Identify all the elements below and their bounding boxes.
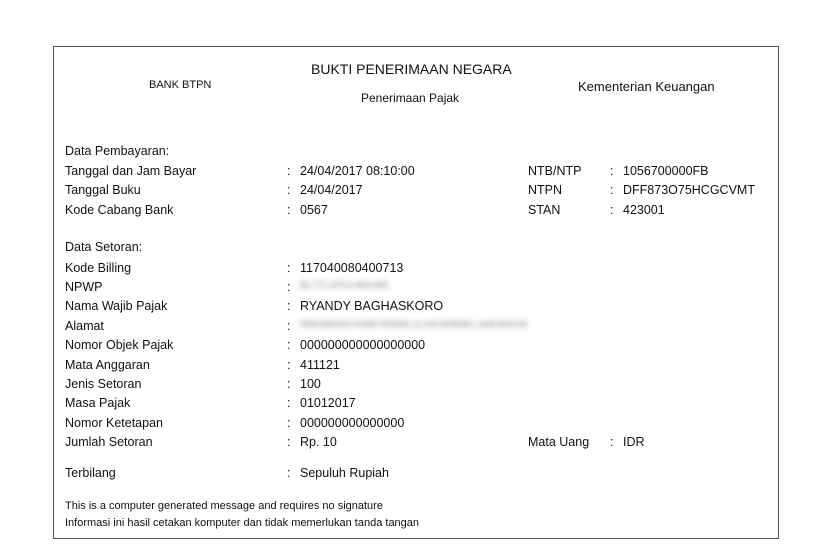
receipt-title: BUKTI PENERIMAAN NEGARA [311, 61, 512, 77]
tax-period-value: 01012017 [300, 396, 356, 410]
billing-code-value: 117040080400713 [300, 261, 404, 275]
colon: : [287, 435, 291, 449]
deposit-section-label: Data Setoran: [65, 240, 143, 254]
colon: : [287, 299, 291, 313]
spelled-amount-label: Terbilang [65, 466, 116, 480]
colon: : [610, 183, 614, 197]
deposit-type-value: 100 [300, 377, 321, 391]
ministry-name: Kementerian Keuangan [578, 79, 715, 94]
book-date-label: Tanggal Buku [65, 183, 141, 197]
colon: : [287, 261, 291, 275]
currency-label: Mata Uang [528, 435, 590, 449]
tax-object-number-label: Nomor Objek Pajak [65, 338, 174, 352]
colon: : [287, 377, 291, 391]
colon: : [287, 358, 291, 372]
payment-datetime-label: Tanggal dan Jam Bayar [65, 164, 197, 178]
stan-value: 423001 [623, 203, 665, 217]
receipt-subtitle: Penerimaan Pajak [361, 91, 460, 105]
stan-label: STAN [528, 203, 561, 217]
taxpayer-name-value: RYANDY BAGHASKORO [300, 299, 444, 313]
deposit-amount-value: Rp. 10 [300, 435, 337, 449]
colon: : [287, 183, 291, 197]
colon: : [287, 416, 291, 430]
footer-note-indonesian: Informasi ini hasil cetakan komputer dan tidak memerlukan tanda tangan [65, 517, 420, 529]
payment-datetime-value: 24/04/2017 08:10:00 [300, 164, 415, 178]
ntpn-value: DFF873O75HCGCVMT [623, 183, 755, 197]
tax-period-label: Masa Pajak [65, 396, 131, 410]
colon: : [287, 164, 291, 178]
billing-code-label: Kode Billing [65, 261, 132, 275]
colon: : [287, 280, 291, 294]
address-value: PERUMAHAN ATSIRI PERMAI JL KACAPIRING LAAB BOGOR [300, 320, 528, 329]
budget-account-label: Mata Anggaran [65, 358, 150, 372]
npwp-value: 81.771.475.4-403.000 [300, 280, 389, 290]
spelled-amount-value: Sepuluh Rupiah [300, 466, 389, 480]
payment-section-label: Data Pembayaran: [65, 144, 170, 158]
colon: : [610, 164, 614, 178]
bank-name: BANK BTPN [149, 79, 212, 91]
colon: : [287, 338, 291, 352]
colon: : [287, 319, 291, 333]
taxpayer-name-label: Nama Wajib Pajak [65, 299, 168, 313]
book-date-value: 24/04/2017 [300, 183, 363, 197]
colon: : [287, 396, 291, 410]
branch-code-label: Kode Cabang Bank [65, 203, 174, 217]
ntb-ntp-value: 1056700000FB [623, 164, 709, 178]
budget-account-value: 411121 [300, 358, 340, 372]
ntb-ntp-label: NTB/NTP [528, 164, 582, 178]
address-label: Alamat [65, 319, 104, 333]
colon: : [287, 203, 291, 217]
colon: : [287, 466, 291, 480]
ntpn-label: NTPN [528, 183, 563, 197]
assessment-number-value: 000000000000000 [300, 416, 405, 430]
tax-receipt [53, 46, 779, 539]
branch-code-value: 0567 [300, 203, 328, 217]
colon: : [610, 203, 614, 217]
deposit-amount-label: Jumlah Setoran [65, 435, 153, 449]
assessment-number-label: Nomor Ketetapan [65, 416, 163, 430]
footer-note-english: This is a computer generated message and requires no signature [65, 500, 383, 512]
currency-value: IDR [623, 435, 645, 449]
colon: : [610, 435, 614, 449]
npwp-label: NPWP [65, 280, 103, 294]
deposit-type-label: Jenis Setoran [65, 377, 142, 391]
tax-object-number-value: 000000000000000000 [300, 338, 426, 352]
